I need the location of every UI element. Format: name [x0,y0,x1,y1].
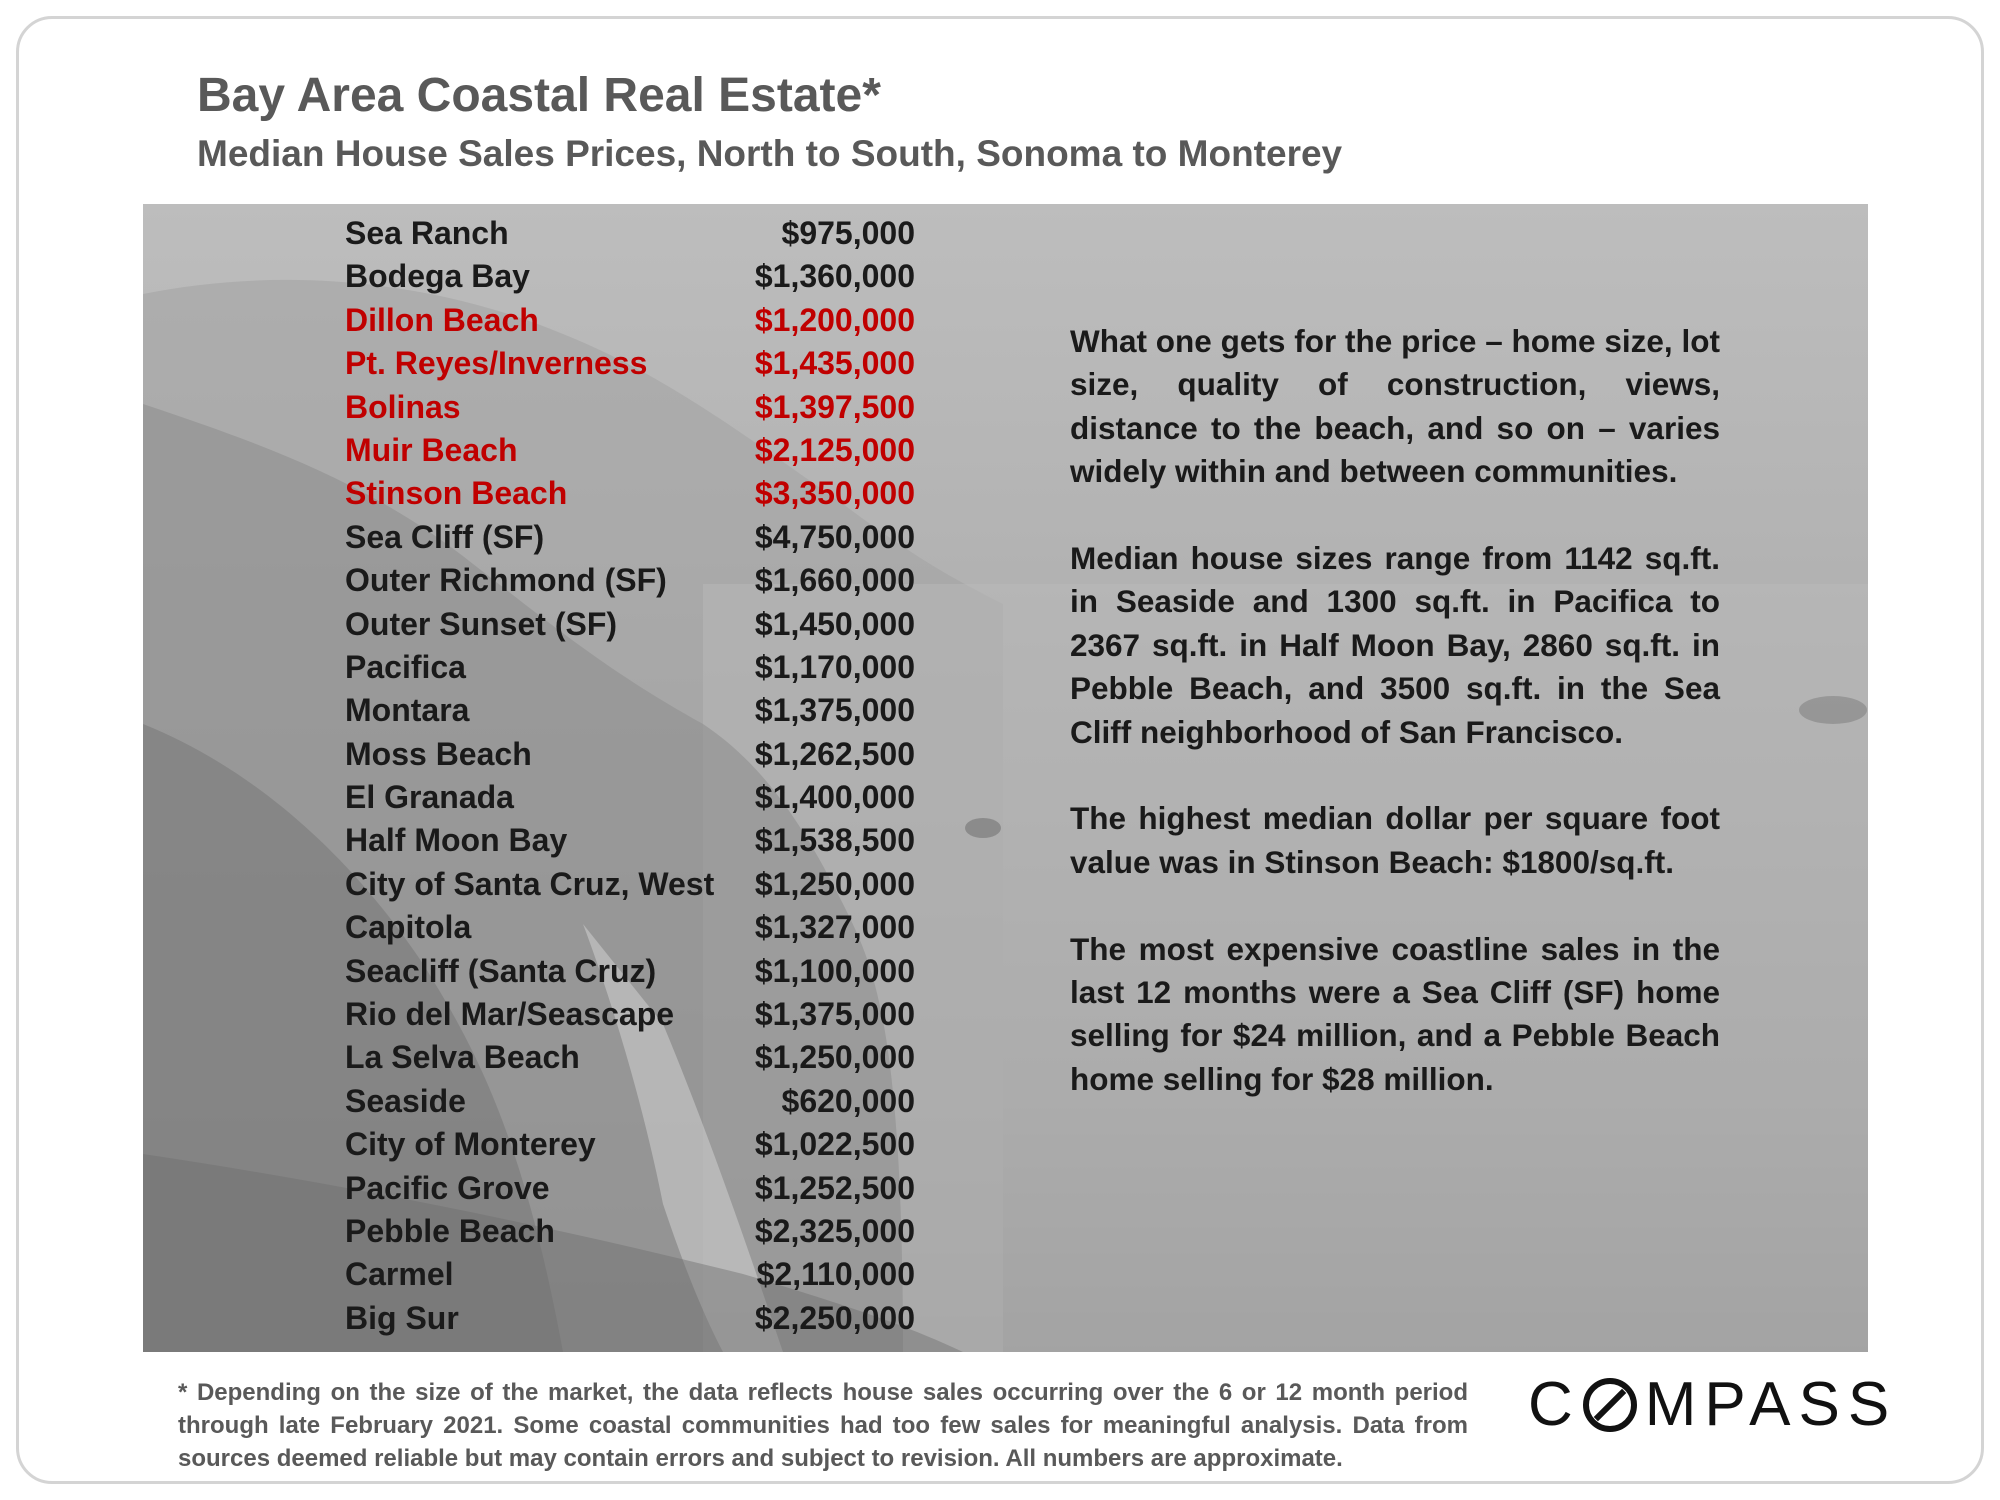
price-row [345,603,915,646]
logo-text-start: C [1528,1370,1581,1439]
median-price: $1,262,500 [754,735,915,772]
median-price: $1,400,000 [754,779,915,816]
price-row [345,906,915,949]
median-price: $3,350,000 [754,475,915,512]
community-name: Sea Ranch [345,215,509,251]
median-price: $1,252,500 [754,1169,915,1206]
community-name: El Granada [345,779,514,816]
community-name: Seacliff (Santa Cruz) [345,952,657,989]
note-paragraph: What one gets for the price – home size, lot size, quality of construction, views, distance to the beach, and so on – varies widely within and between communities. [1070,323,1720,490]
community-name: City of Monterey [345,1126,596,1163]
median-price: $1,375,000 [754,996,915,1033]
price-row [345,386,915,429]
price-row [345,429,915,472]
price-row [345,1297,915,1340]
page-subtitle: Median House Sales Prices, North to South, Sonoma to Monterey [197,133,1343,174]
page-title: Bay Area Coastal Real Estate* [197,69,881,122]
compass-logo [1528,1370,1897,1440]
price-row [345,863,915,906]
compass-o-icon [1583,1378,1637,1432]
median-price: $2,325,000 [754,1212,915,1249]
median-price: $4,750,000 [754,518,915,555]
community-name: Rio del Mar/Seascape [345,996,675,1033]
price-row [345,212,915,255]
community-name: Outer Sunset (SF) [345,605,618,642]
price-row [345,776,915,819]
note-paragraph: The highest median dollar per square foot value was in Stinson Beach: $1800/sq.ft. [1070,800,1720,880]
footnote: * Depending on the size of the market, the data reflects house sales occurring over the 6 or 12 month period through late February 2021. Some coastal communities had too few sales for meaningful analysis. Data from sources deemed reliable but may contain errors and subject to revision. All numbers are approximate. [178,1379,1468,1472]
median-price: $1,450,000 [754,605,915,642]
community-name: Carmel [345,1256,454,1293]
community-name: Dillon Beach [345,301,539,338]
price-row [345,1080,915,1123]
community-name: City of Santa Cruz, West [345,865,715,902]
community-name: Capitola [345,909,472,946]
median-price: $1,660,000 [754,562,915,599]
median-price: $1,250,000 [754,1039,915,1076]
notes-panel [1070,320,1720,1145]
median-price: $1,100,000 [754,952,915,989]
community-name: Muir Beach [345,431,518,468]
median-price: $1,022,500 [754,1126,915,1163]
community-name: Pacific Grove [345,1169,550,1206]
note-paragraph: The most expensive coastline sales in the last 12 months were a Sea Cliff (SF) home selling for $24 million, and a Pebble Beach home selling for $28 million. [1070,930,1720,1097]
median-price: $1,375,000 [754,692,915,729]
price-row [345,993,915,1036]
community-name: Pebble Beach [345,1212,555,1249]
note-paragraph: Median house sizes range from 1142 sq.ft. in Seaside and 1300 sq.ft. in Pacifica to 2367 sq.ft. in Half Moon Bay, 2860 sq.ft. in Pebble Beach, and 3500 sq.ft. in the Sea Cliff neighborhood of San Francisco. [1070,540,1720,750]
community-name: Bodega Bay [345,258,530,295]
price-row [345,1123,915,1166]
price-row [345,472,915,515]
median-price: $1,170,000 [754,648,915,685]
community-name: Stinson Beach [345,475,568,512]
community-name: La Selva Beach [345,1039,580,1076]
price-row [345,689,915,732]
price-row [345,819,915,862]
price-row [345,1253,915,1296]
price-row [345,516,915,559]
community-name: Montara [345,692,470,729]
price-row [345,733,915,776]
median-price: $1,250,000 [754,865,915,902]
median-price: $2,110,000 [756,1256,915,1293]
median-price: $1,538,500 [754,822,915,859]
median-price: $2,125,000 [754,431,915,468]
median-price: $2,250,000 [754,1299,915,1336]
community-name: Outer Richmond (SF) [345,562,667,599]
median-price: $1,200,000 [754,301,915,338]
price-row [345,1036,915,1079]
median-price-list [345,212,915,1340]
price-row [345,646,915,689]
community-name: Pt. Reyes/Inverness [345,345,648,382]
community-name: Half Moon Bay [345,822,568,859]
price-row [345,950,915,993]
median-price: $1,397,500 [754,388,915,425]
community-name: Seaside [345,1082,466,1119]
median-price: $1,435,000 [754,345,915,382]
price-row [345,1210,915,1253]
community-name: Bolinas [345,388,461,425]
logo-text-end: MPASS [1644,1370,1898,1439]
median-price: $1,360,000 [754,258,915,295]
community-name: Pacifica [345,648,466,685]
median-price: $1,327,000 [754,909,915,946]
median-price: $975,000 [781,215,915,251]
median-price: $620,000 [781,1082,915,1119]
price-row [345,559,915,602]
price-row [345,1167,915,1210]
community-name: Sea Cliff (SF) [345,518,545,555]
price-row [345,299,915,342]
price-row [345,255,915,298]
community-name: Moss Beach [345,735,532,772]
community-name: Big Sur [345,1299,459,1336]
price-row [345,342,915,385]
